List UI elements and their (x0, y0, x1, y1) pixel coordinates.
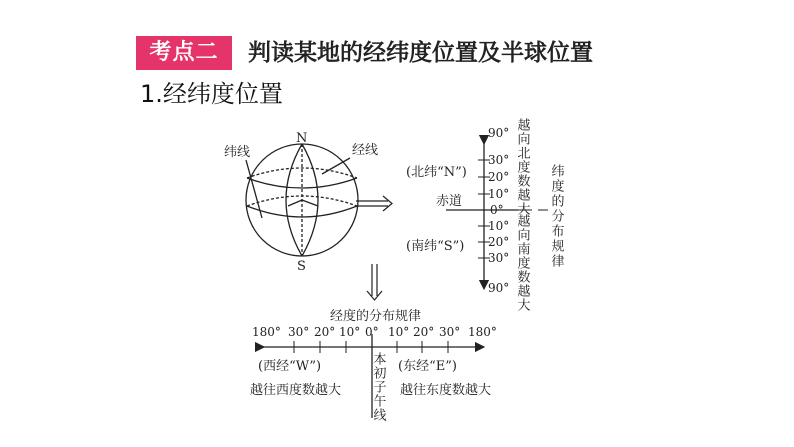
lat-tick-30n: 30° (488, 153, 510, 167)
meridian-left (286, 144, 302, 256)
angle-ray-1 (288, 200, 302, 206)
south-rule-note: 越向南度数越大 (514, 214, 530, 312)
globe-figure (246, 144, 358, 256)
longitude-rule-title: 经度的分布规律 (330, 309, 422, 324)
longitude-line-label: 经线 (352, 143, 379, 158)
meridian-right (302, 144, 318, 256)
lon-tick-180w: 180° (252, 325, 281, 339)
north-latitude-label: (北纬“N”) (406, 165, 467, 180)
equator-label: 赤道 (436, 194, 463, 209)
lat-tick-90s: 90° (488, 281, 510, 295)
lat-tick-20s: 20° (488, 235, 510, 249)
north-pole-label: N (296, 131, 308, 146)
lat-tick-10n: 10° (488, 187, 510, 201)
lat-tick-30s: 30° (488, 251, 510, 265)
topic-title: 判读某地的经纬度位置及半球位置 (248, 40, 593, 66)
topic-badge: 考点二 (136, 36, 232, 70)
section-title: 1.经纬度位置 (140, 80, 283, 108)
lon-tick-0: 0° (365, 325, 379, 339)
lon-tick-30e: 30° (439, 325, 461, 339)
lon-tick-20e: 20° (413, 325, 435, 339)
south-latitude-label: (南纬“S”) (406, 239, 465, 254)
lon-tick-10e: 10° (388, 325, 410, 339)
lon-tick-20w: 20° (314, 325, 336, 339)
latitude-line-label: 纬线 (224, 145, 251, 160)
west-rule-note: 越往西度数越大 (250, 383, 342, 398)
lon-tick-180e: 180° (468, 325, 497, 339)
east-longitude-label: (东经“E”) (398, 359, 457, 374)
east-rule-note: 越往东度数越大 (400, 383, 492, 398)
angle-ray-2 (302, 200, 318, 206)
lat-tick-0: 0° (490, 203, 504, 217)
lon-tick-30w: 30° (288, 325, 310, 339)
lat-tick-90n: 90° (488, 126, 510, 140)
latitude-rule-title: 纬度的分布规律 (548, 164, 564, 269)
lat-tick-20n: 20° (488, 170, 510, 184)
arrow-right-icon (356, 196, 392, 211)
prime-meridian-label: 本初子午线 (370, 352, 386, 422)
west-longitude-label: (西经“W”) (258, 359, 322, 374)
north-rule-note: 越向北度数越大 (514, 118, 530, 216)
lat-tick-10s: 10° (488, 219, 510, 233)
arrow-down-icon (367, 264, 382, 300)
south-pole-label: S (297, 259, 306, 274)
lon-tick-10w: 10° (339, 325, 361, 339)
